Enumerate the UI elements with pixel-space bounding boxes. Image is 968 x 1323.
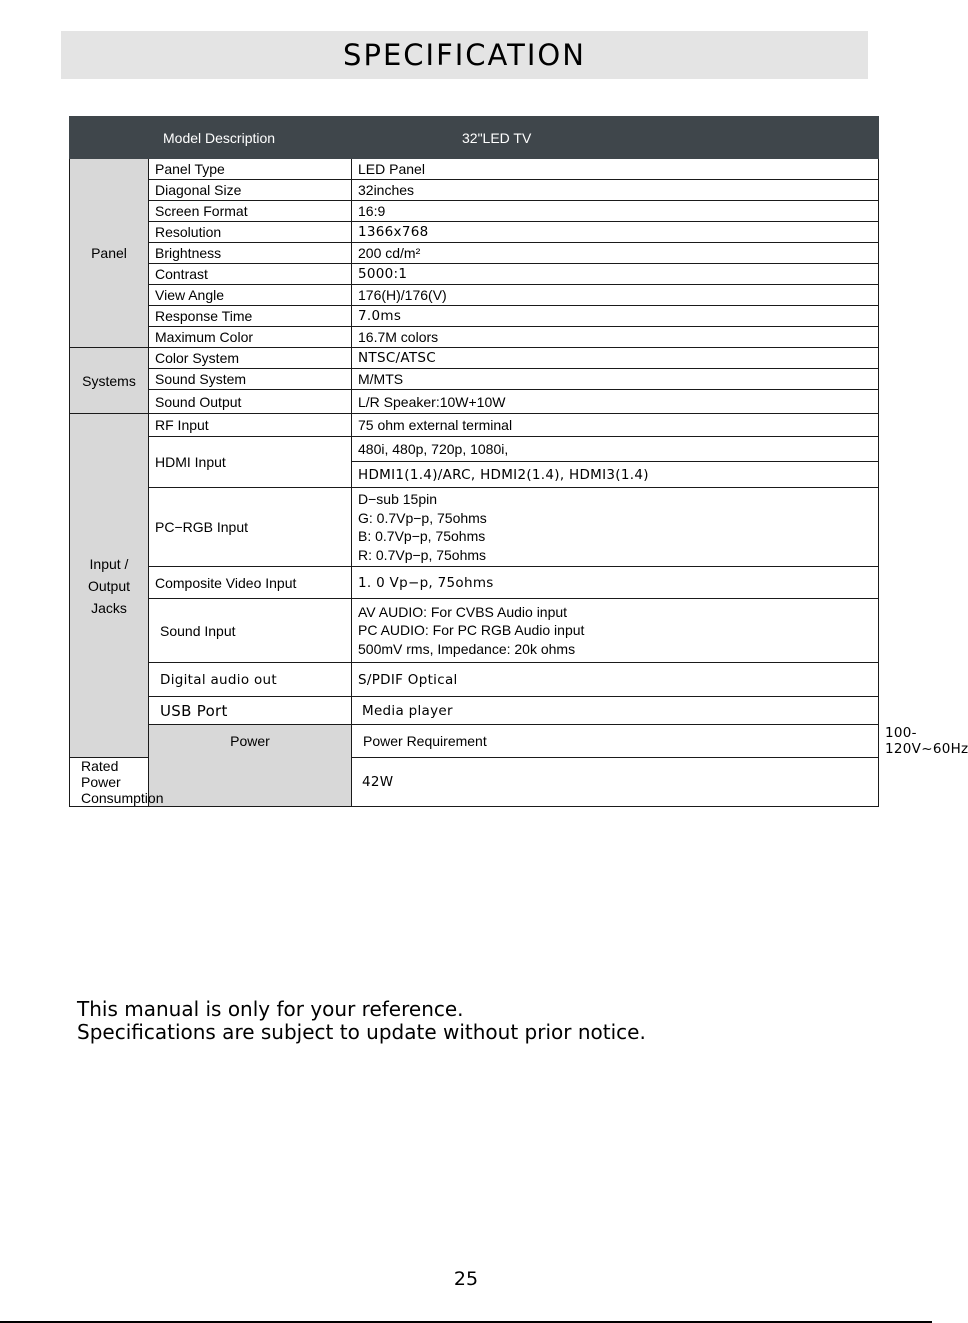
table-row [70,369,879,390]
title-bar [61,31,868,79]
row-value: 16:9 [352,201,879,222]
notice-line: This manual is only for your reference. [77,997,464,1021]
row-label: Resolution [149,222,352,243]
table-header-row [70,117,879,159]
header-model-value: 32"LED TV [352,117,879,159]
row-label: Sound Input [149,599,352,663]
category-systems: Systems [70,348,149,414]
row-label: Digital audio out [149,663,352,697]
row-value: HDMI1(1.4)/ARC, HDMI2(1.4), HDMI3(1.4) [352,462,879,488]
row-value: 42W [352,758,879,807]
row-label: Rated Power Consumption [70,758,149,807]
table-row [70,201,879,222]
table-row [70,243,879,264]
row-label: Sound Output [149,390,352,414]
row-label: Contrast [149,264,352,285]
row-label: Maximum Color [149,327,352,348]
value-line: AV AUDIO: For CVBS Audio input [358,603,568,620]
value-line: D−sub 15pin [358,491,438,507]
category-panel: Panel [70,159,149,348]
value-line: R: 0.7Vp−p, 75ohms [358,546,487,563]
table-row [70,697,879,725]
row-value: 5000:1 [352,264,879,285]
row-value: 200 cd/m² [352,243,879,264]
category-power: Power [149,725,352,807]
row-value [352,488,879,567]
row-label: Response Time [149,306,352,327]
table-row [70,306,879,327]
table-row [70,599,879,663]
row-value [352,599,879,663]
spec-table [69,116,968,807]
row-label: Diagonal Size [149,180,352,201]
row-value: Media player [352,697,879,725]
table-row [70,222,879,243]
row-value: 16.7M colors [352,327,879,348]
row-value: 75 ohm external terminal [352,414,879,437]
row-value: LED Panel [352,159,879,180]
row-value: 480i, 480p, 720p, 1080i, [352,437,879,462]
notice-line: Specifications are subject to update without prior notice. [77,1020,646,1044]
table-row [70,663,879,697]
row-value: L/R Speaker:10W+10W [352,390,879,414]
category-io-line: Input / [89,555,129,572]
table-row [70,390,879,414]
table-row [70,264,879,285]
row-value: 7.0ms [352,306,879,327]
row-label: Screen Format [149,201,352,222]
row-label: Panel Type [149,159,352,180]
table-row [70,180,879,201]
row-value: M/MTS [352,369,879,390]
table-row [70,327,879,348]
row-value: NTSC/ATSC [352,348,879,369]
row-value: 1. 0 Vp−p, 75ohms [352,567,879,599]
table-row [70,567,879,599]
table-row [70,414,879,437]
disclaimer-notice [77,998,646,1044]
row-label: USB Port [149,697,352,725]
row-label: Composite Video Input [149,567,352,599]
row-label: Power Requirement [352,725,879,758]
category-io-line: Jacks [91,599,127,616]
row-value: S/PDIF Optical [352,663,879,697]
table-row [70,488,879,567]
row-value: 1366x768 [352,222,879,243]
row-label: Sound System [149,369,352,390]
value-line: 500mV rms, Impedance: 20k ohms [358,640,576,657]
row-label: Color System [149,348,352,369]
row-label: RF Input [149,414,352,437]
category-io-line: Output [87,577,131,594]
row-value: 32inches [352,180,879,201]
value-line: PC AUDIO: For PC RGB Audio input [358,622,585,639]
header-model-description: Model Description [70,117,352,159]
row-label: HDMI Input [149,437,352,488]
table-row [70,348,879,369]
row-label: PC−RGB Input [149,488,352,567]
category-input-output-jacks [70,414,149,758]
table-row [70,437,879,462]
table-row: Power Power Requirement 100-120V~60Hz [70,725,879,758]
table-row [70,285,879,306]
row-label: View Angle [149,285,352,306]
row-label: Brightness [149,243,352,264]
page-number: 25 [453,1268,479,1290]
page-title: SPECIFICATION [343,38,586,72]
row-value: 176(H)/176(V) [352,285,879,306]
value-line: B: 0.7Vp−p, 75ohms [358,528,486,544]
table-row [70,159,879,180]
value-line: G: 0.7Vp−p, 75ohms [358,509,487,526]
